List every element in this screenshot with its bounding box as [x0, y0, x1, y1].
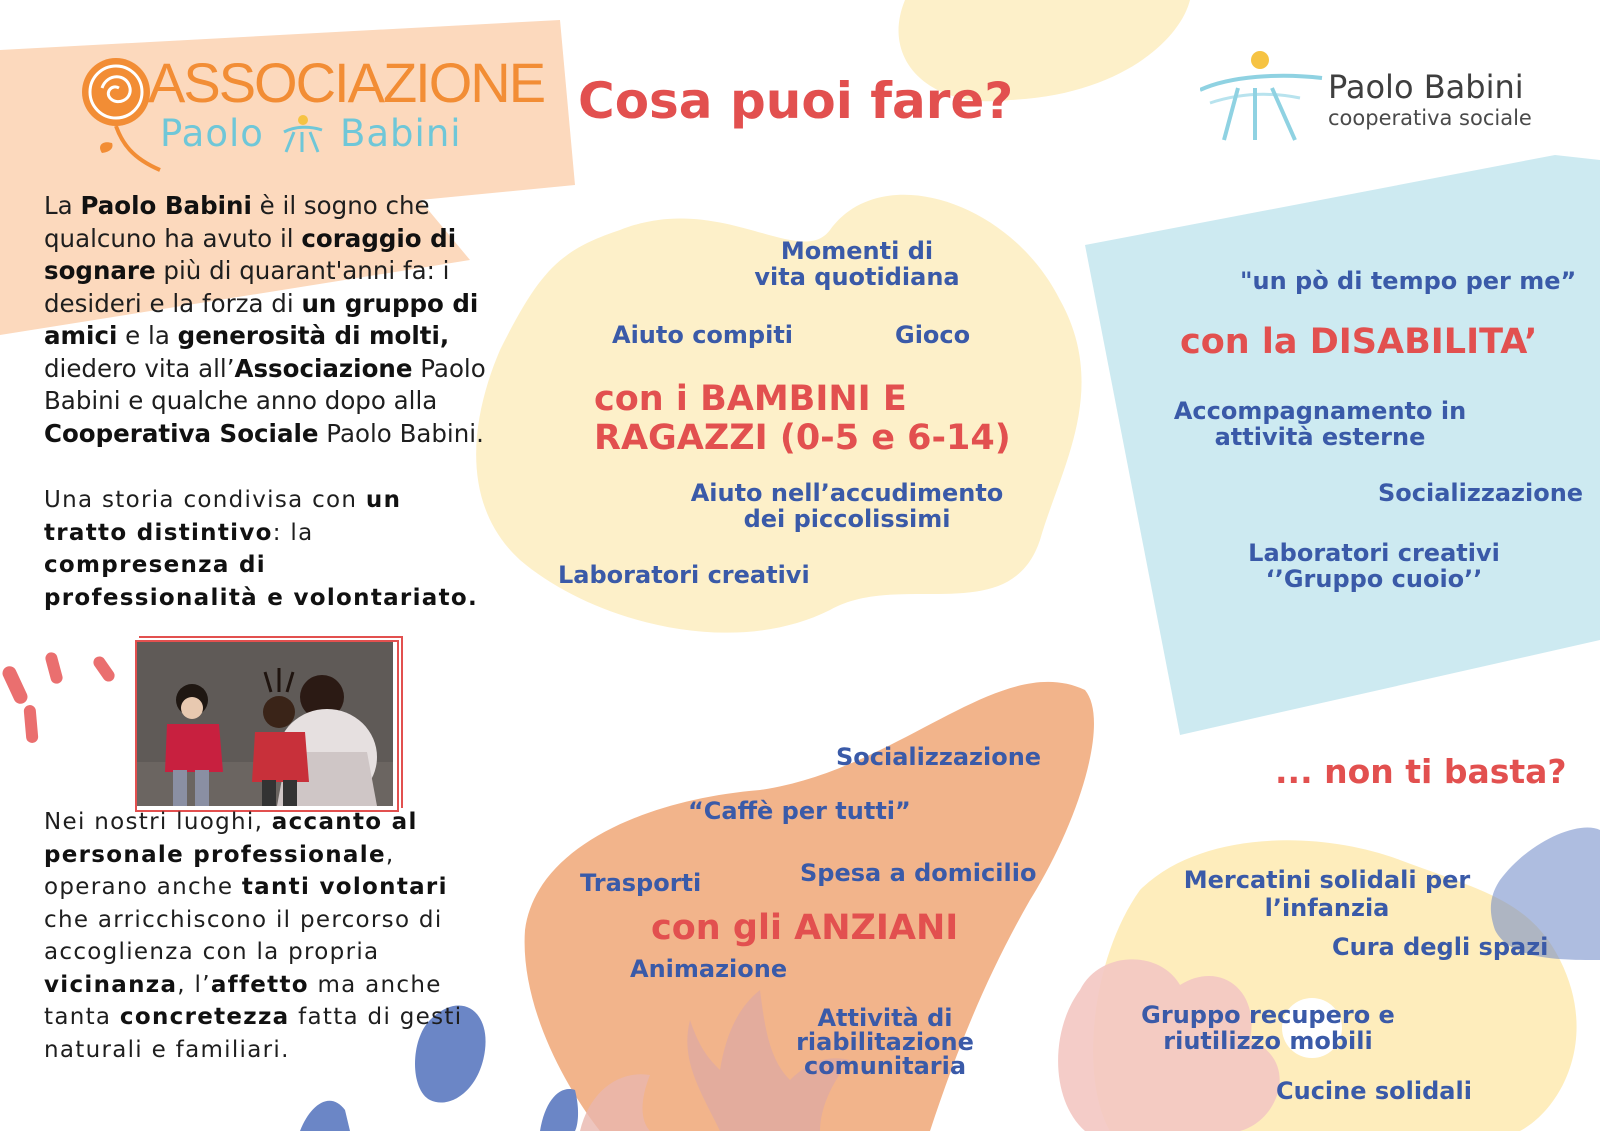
- bold-text: un tratto distintivo: [44, 487, 402, 546]
- bold-text: Associazione: [234, 353, 413, 383]
- text-run: Una storia condivisa con: [44, 487, 366, 513]
- bold-text: generosità di molti,: [177, 321, 450, 350]
- kids-item-play: Gioco: [895, 321, 971, 349]
- text-run: fatta di gesti naturali e familiari.: [44, 1004, 463, 1063]
- more-item-spaces: Cura degli spazi: [1332, 933, 1549, 961]
- bold-text: Paolo Babini: [80, 191, 252, 220]
- elderly-item-socialization: Socializzazione: [836, 743, 1042, 771]
- text-run: , l’: [177, 971, 211, 998]
- red-mark-3: [91, 654, 117, 684]
- text-run: ma anche tanta: [44, 971, 442, 1030]
- bold-text: tanti volontari: [241, 874, 448, 900]
- elderly-item-coffee: “Caffè per tutti”: [688, 797, 911, 825]
- figures-icon: [280, 112, 326, 156]
- bold-text: vicinanza: [44, 971, 178, 998]
- elderly-item-animation: Animazione: [630, 955, 788, 983]
- blue-bottom-shape: [300, 1101, 350, 1131]
- disability-item-workshops: Laboratori creativi ‘’Gruppo cuoio’’: [1248, 539, 1500, 593]
- text-run: La: [44, 191, 81, 220]
- photo-frame: [135, 640, 399, 812]
- elderly-heading: con gli ANZIANI: [651, 908, 959, 948]
- text-run: Nei nostri luoghi,: [44, 809, 272, 835]
- kids-item-care: Aiuto nell’accudimento dei piccolissimi: [690, 479, 1004, 533]
- text-run: più di quarant'anni fa: i desideri e la forza di: [44, 256, 450, 318]
- red-mark-2: [44, 651, 64, 685]
- more-heading: ... non ti basta?: [1275, 752, 1567, 791]
- kids-heading: con i BAMBINI E RAGAZZI (0-5 e 6-14): [594, 379, 1011, 458]
- cooperativa-subtitle: cooperativa sociale: [1328, 106, 1532, 130]
- associazione-text: ASSOCIAZIONE: [148, 51, 545, 114]
- kids-item-workshops: Laboratori creativi: [558, 561, 810, 589]
- more-item-kitchens: Cucine solidali: [1276, 1077, 1472, 1105]
- text-run: e la: [117, 321, 178, 350]
- bold-text: accanto al personale professionale: [44, 809, 418, 868]
- assoc-paolo-text: Paolo: [160, 112, 264, 155]
- red-mark-1: [0, 664, 30, 706]
- cooperativa-name: Paolo Babini: [1328, 68, 1524, 106]
- intro-paragraph-2: [44, 484, 484, 614]
- outro-paragraph: [44, 806, 489, 1066]
- elderly-item-transport: Trasporti: [580, 869, 702, 897]
- associazione-logo: [72, 48, 545, 178]
- children-photo: [137, 642, 393, 806]
- disability-heading: con la DISABILITA’: [1180, 322, 1538, 362]
- blue-bottom-center: [540, 1089, 578, 1131]
- bold-text: affetto: [210, 971, 309, 998]
- elderly-item-rehab: Attività di riabilitazione comunitaria: [796, 1004, 974, 1080]
- text-run: Paolo Babini e qualche anno dopo alla: [44, 353, 486, 415]
- intro-paragraph: [44, 190, 494, 450]
- text-run: Paolo Babini.: [318, 418, 484, 448]
- red-mark-4: [23, 705, 38, 744]
- text-run: diedero vita all’: [44, 353, 235, 383]
- text-run: è il sogno che qualcuno ha avuto il: [44, 191, 430, 253]
- more-item-markets: Mercatini solidali per l’infanzia: [1183, 866, 1471, 922]
- disability-item-accompaniment: Accompagnamento in attività esterne: [1173, 397, 1467, 451]
- more-item-furniture: Gruppo recupero e riutilizzo mobili: [1141, 1001, 1395, 1055]
- cooperativa-logo: [1200, 48, 1560, 148]
- kids-item-daily-life: Momenti di vita quotidiana: [754, 237, 960, 291]
- bold-text: concretezza: [119, 1004, 290, 1030]
- page-title: Cosa puoi fare?: [578, 72, 1014, 130]
- text-run: : la: [272, 519, 314, 546]
- elderly-item-shopping: Spesa a domicilio: [800, 859, 1037, 887]
- bold-text: coraggio di sognare: [44, 223, 457, 285]
- assoc-babini-text: Babini: [340, 112, 462, 155]
- cooperativa-figures-icon: [1200, 48, 1325, 143]
- bold-text: compresenza di professionalità e volontariato.: [44, 552, 479, 611]
- kids-item-homework: Aiuto compiti: [612, 321, 794, 349]
- text-run: che arricchiscono il percorso di accoglienza con la propria: [44, 906, 443, 965]
- bold-text: Cooperativa Sociale: [44, 418, 319, 448]
- bold-text: un gruppo di amici: [44, 288, 479, 350]
- disability-item-socialization: Socializzazione: [1378, 479, 1584, 507]
- disability-item-time: "un pò di tempo per me”: [1240, 267, 1577, 295]
- text-run: , operano anche: [44, 841, 395, 900]
